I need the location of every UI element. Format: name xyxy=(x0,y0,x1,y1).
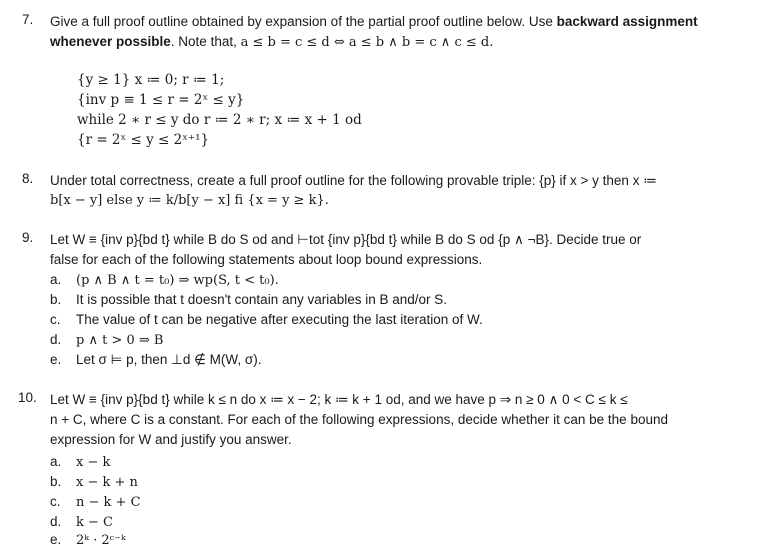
question-text: Let W ≡ {inv p}{bd t} while k ≤ n do x ≔ x − 2; k ≔ k + 1 od, and we have p ⇒ n ≥ 0 ∧ 0 < C ≤ k ≤ n + C, where C is a constant. For each of the following expressions, decide whether it can be the bound expression for W and justify you answer. xyxy=(50,392,668,447)
question-number: 9. xyxy=(22,230,34,245)
option-c: c. n − k + C xyxy=(50,494,141,510)
code-line: while 2 ∗ r ≤ y do r ≔ 2 ∗ r; x ≔ x + 1 od xyxy=(77,112,362,128)
code-line: {inv p ≡ 1 ≤ r = 2ˣ ≤ y} xyxy=(77,92,245,108)
option-d: d. k − C xyxy=(50,514,113,530)
question-number: 8. xyxy=(22,171,34,186)
option-a: a. (p ∧ B ∧ t = t₀) ⇒ wp(S, t < t₀). xyxy=(50,272,279,288)
option-c: c. The value of t can be negative after executing the last iteration of W. xyxy=(50,312,483,327)
proof-outline xyxy=(77,70,362,150)
option-b: b. x − k + n xyxy=(50,474,138,490)
question-number: 7. xyxy=(22,12,34,27)
question-text: Let W ≡ {inv p}{bd t} while B do S od and ⊢tot {inv p}{bd t} while B do S od {p ∧ ¬B}. Decide true or false for each of the following statements about loop bound expressions. xyxy=(50,232,642,267)
code-line: {y ≥ 1} x ≔ 0; r ≔ 1; xyxy=(77,72,225,88)
code-line: {r = 2ˣ ≤ y ≤ 2ˣ⁺¹} xyxy=(77,132,210,148)
option-a: a. x − k xyxy=(50,454,111,470)
note-math: a ≤ b = c ≤ d ⇔ a ≤ b ∧ b = c ∧ c ≤ d. xyxy=(240,35,494,50)
option-d: d. p ∧ t > 0 ⇒ B xyxy=(50,332,164,348)
question-text: Give a full proof outline obtained by expansion of the partial proof outline below. Use backward assignment whenever possible. Note that, a ≤ b = c ≤ d ⇔ a ≤ b ∧ b = c ∧ c ≤ d. xyxy=(50,14,698,50)
option-e: e. 2ᵏ · 2ᶜ⁻ᵏ xyxy=(50,532,126,548)
option-b: b. It is possible that t doesn't contain any variables in B and/or S. xyxy=(50,292,448,307)
option-e: e. Let σ ⊨ p, then ⊥d ∉ M(W, σ). xyxy=(50,352,262,367)
question-text: Under total correctness, create a full proof outline for the following provable triple: {p} if x > y then x ≔ b[x − y] else y ≔ k/b[y − x] fi {x = y ≥ k}. xyxy=(50,173,657,208)
question-number: 10. xyxy=(18,390,37,405)
